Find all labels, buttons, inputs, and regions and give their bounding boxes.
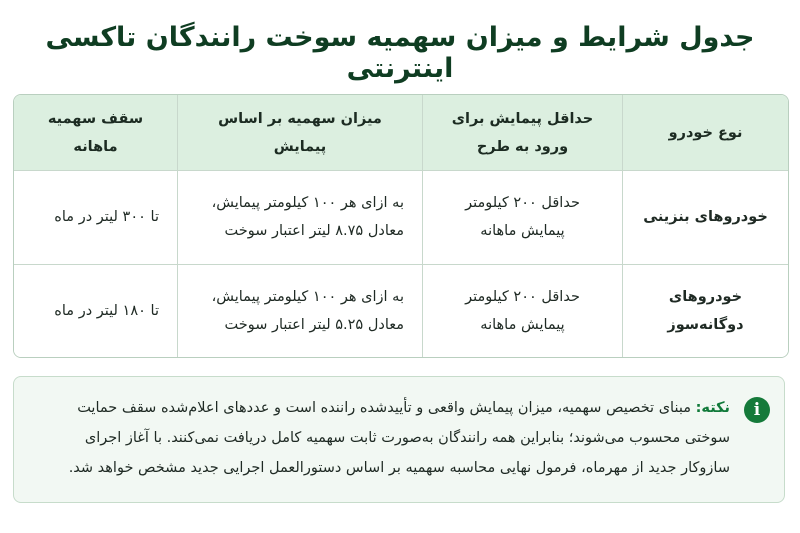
note-box: [13, 376, 785, 503]
cell-quota: به ازای هر ۱۰۰ کیلومتر پیمایش، معادل ۵.۲۵ لیتر اعتبار سوخت: [177, 265, 422, 358]
note-text: مبنای تخصیص سهمیه، میزان پیمایش واقعی و تأییدشده راننده است و عددهای اعلام‌شده سقف حمایت سوختی محسوب می‌شوند؛ بنابراین همه رانندگان به‌صورت ثابت سهمیه کامل دریافت نمی‌کنند. با آغاز اجرای سازوکار جدید از مهرماه، فرمول نهایی محاسبه سهمیه بر اساس دستورالعمل اجرایی جدید مشخص خواهد شد.: [68, 400, 730, 476]
cell-min-mileage: حداقل ۲۰۰ کیلومتر پیمایش ماهانه: [422, 265, 622, 358]
table-header-row: [14, 95, 788, 171]
header-vehicle-type: نوع خودرو: [622, 95, 788, 171]
header-min-mileage: حداقل پیمایش برای ورود به طرح: [422, 95, 622, 171]
header-monthly-cap: سقف سهمیه ماهانه: [14, 95, 177, 171]
cell-min-mileage: حداقل ۲۰۰ کیلومتر پیمایش ماهانه: [422, 171, 622, 265]
cell-quota: به ازای هر ۱۰۰ کیلومتر پیمایش، معادل ۸.۷۵ لیتر اعتبار سوخت: [177, 171, 422, 265]
info-icon: i: [744, 397, 770, 423]
cell-vehicle-type: خودروهای دوگانه‌سوز: [622, 265, 788, 358]
table-row: [14, 171, 788, 265]
note-label: نکته:: [695, 400, 730, 416]
cell-monthly-cap: تا ۳۰۰ لیتر در ماه: [14, 171, 177, 265]
header-quota: میزان سهمیه بر اساس پیمایش: [177, 95, 422, 171]
fuel-quota-table: [13, 94, 789, 358]
cell-monthly-cap: تا ۱۸۰ لیتر در ماه: [14, 265, 177, 358]
table-row: [14, 265, 788, 358]
cell-vehicle-type: خودروهای بنزینی: [622, 171, 788, 265]
page-title: جدول شرایط و میزان سهمیه سوخت رانندگان تاکسی اینترنتی: [45, 22, 755, 84]
